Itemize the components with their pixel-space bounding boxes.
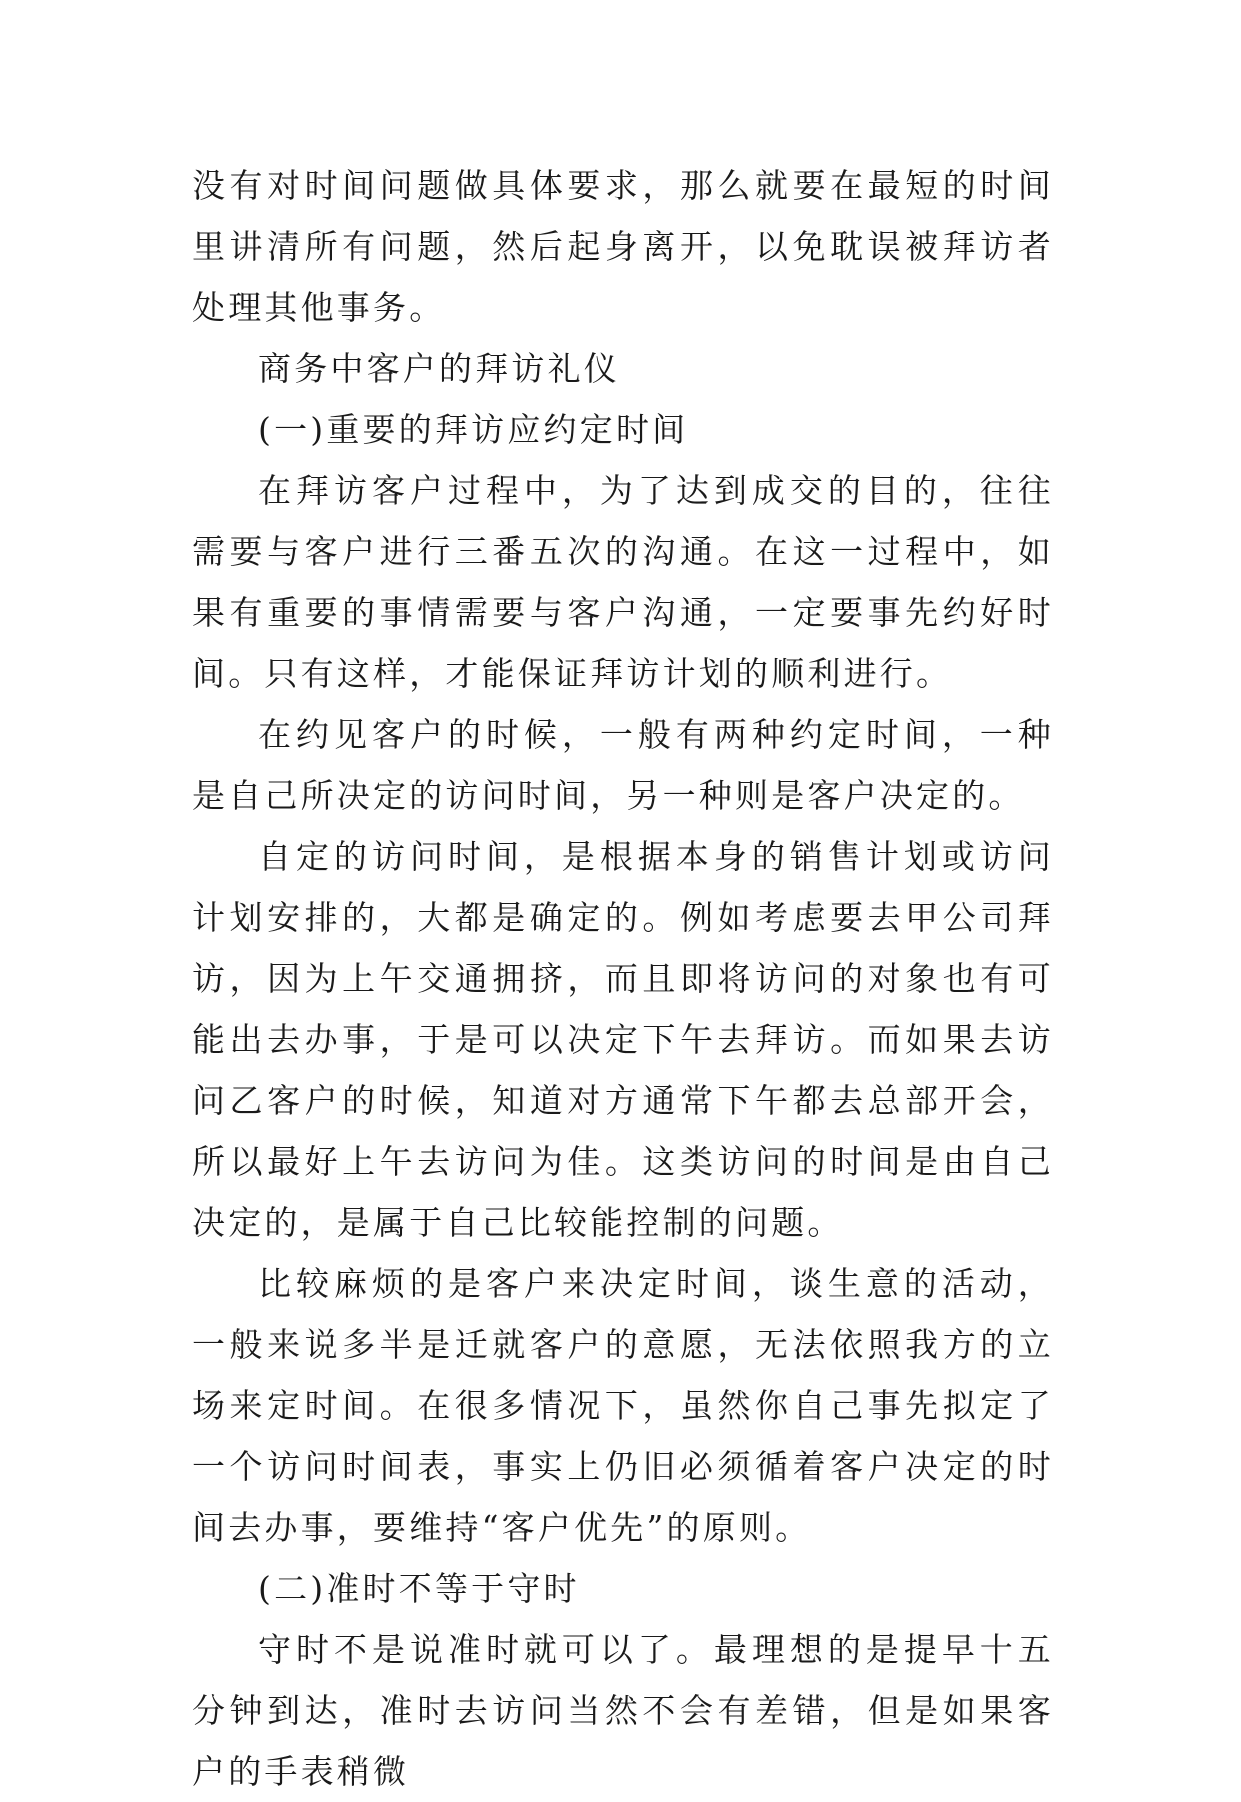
document-body (192, 155, 1054, 1802)
paragraph: 在约见客户的时候，一般有两种约定时间，一种是自己所决定的访问时间，另一种则是客户决定的。 (192, 715, 1054, 815)
paragraph: 比较麻烦的是客户来决定时间，谈生意的活动，一般来说多半是迁就客户的意愿，无法依照我方的立场来定时间。在很多情况下，虽然你自己事先拟定了一个访问时间表，事实上仍旧必须循着客户决定的时间去办事，要维持“客户优先”的原则。 (192, 1264, 1054, 1547)
subheading-2: (二)准时不等于守时 (258, 1569, 580, 1608)
paragraph: 自定的访问时间，是根据本身的销售计划或访问计划安排的，大都是确定的。例如考虑要去甲公司拜访，因为上午交通拥挤，而且即将访问的对象也有可能出去办事，于是可以决定下午去拜访。而如果去访问乙客户的时候，知道对方通常下午都去总部开会，所以最好上午去访问为佳。这类访问的时间是由自己决定的，是属于自己比较能控制的问题。 (192, 837, 1054, 1242)
subheading-1: (一)重要的拜访应约定时间 (258, 410, 689, 449)
section-heading: 商务中客户的拜访礼仪 (258, 349, 620, 388)
paragraph: 守时不是说准时就可以了。最理想的是提早十五分钟到达，准时去访问当然不会有差错，但是如果客户的手表稍微 (192, 1630, 1054, 1791)
paragraph: 在拜访客户过程中，为了达到成交的目的，往往需要与客户进行三番五次的沟通。在这一过程中，如果有重要的事情需要与客户沟通，一定要事先约好时间。只有这样，才能保证拜访计划的顺利进行。 (192, 471, 1054, 693)
paragraph-continuation: 没有对时间问题做具体要求，那么就要在最短的时间里讲清所有问题，然后起身离开，以免耽误被拜访者处理其他事务。 (192, 166, 1054, 327)
